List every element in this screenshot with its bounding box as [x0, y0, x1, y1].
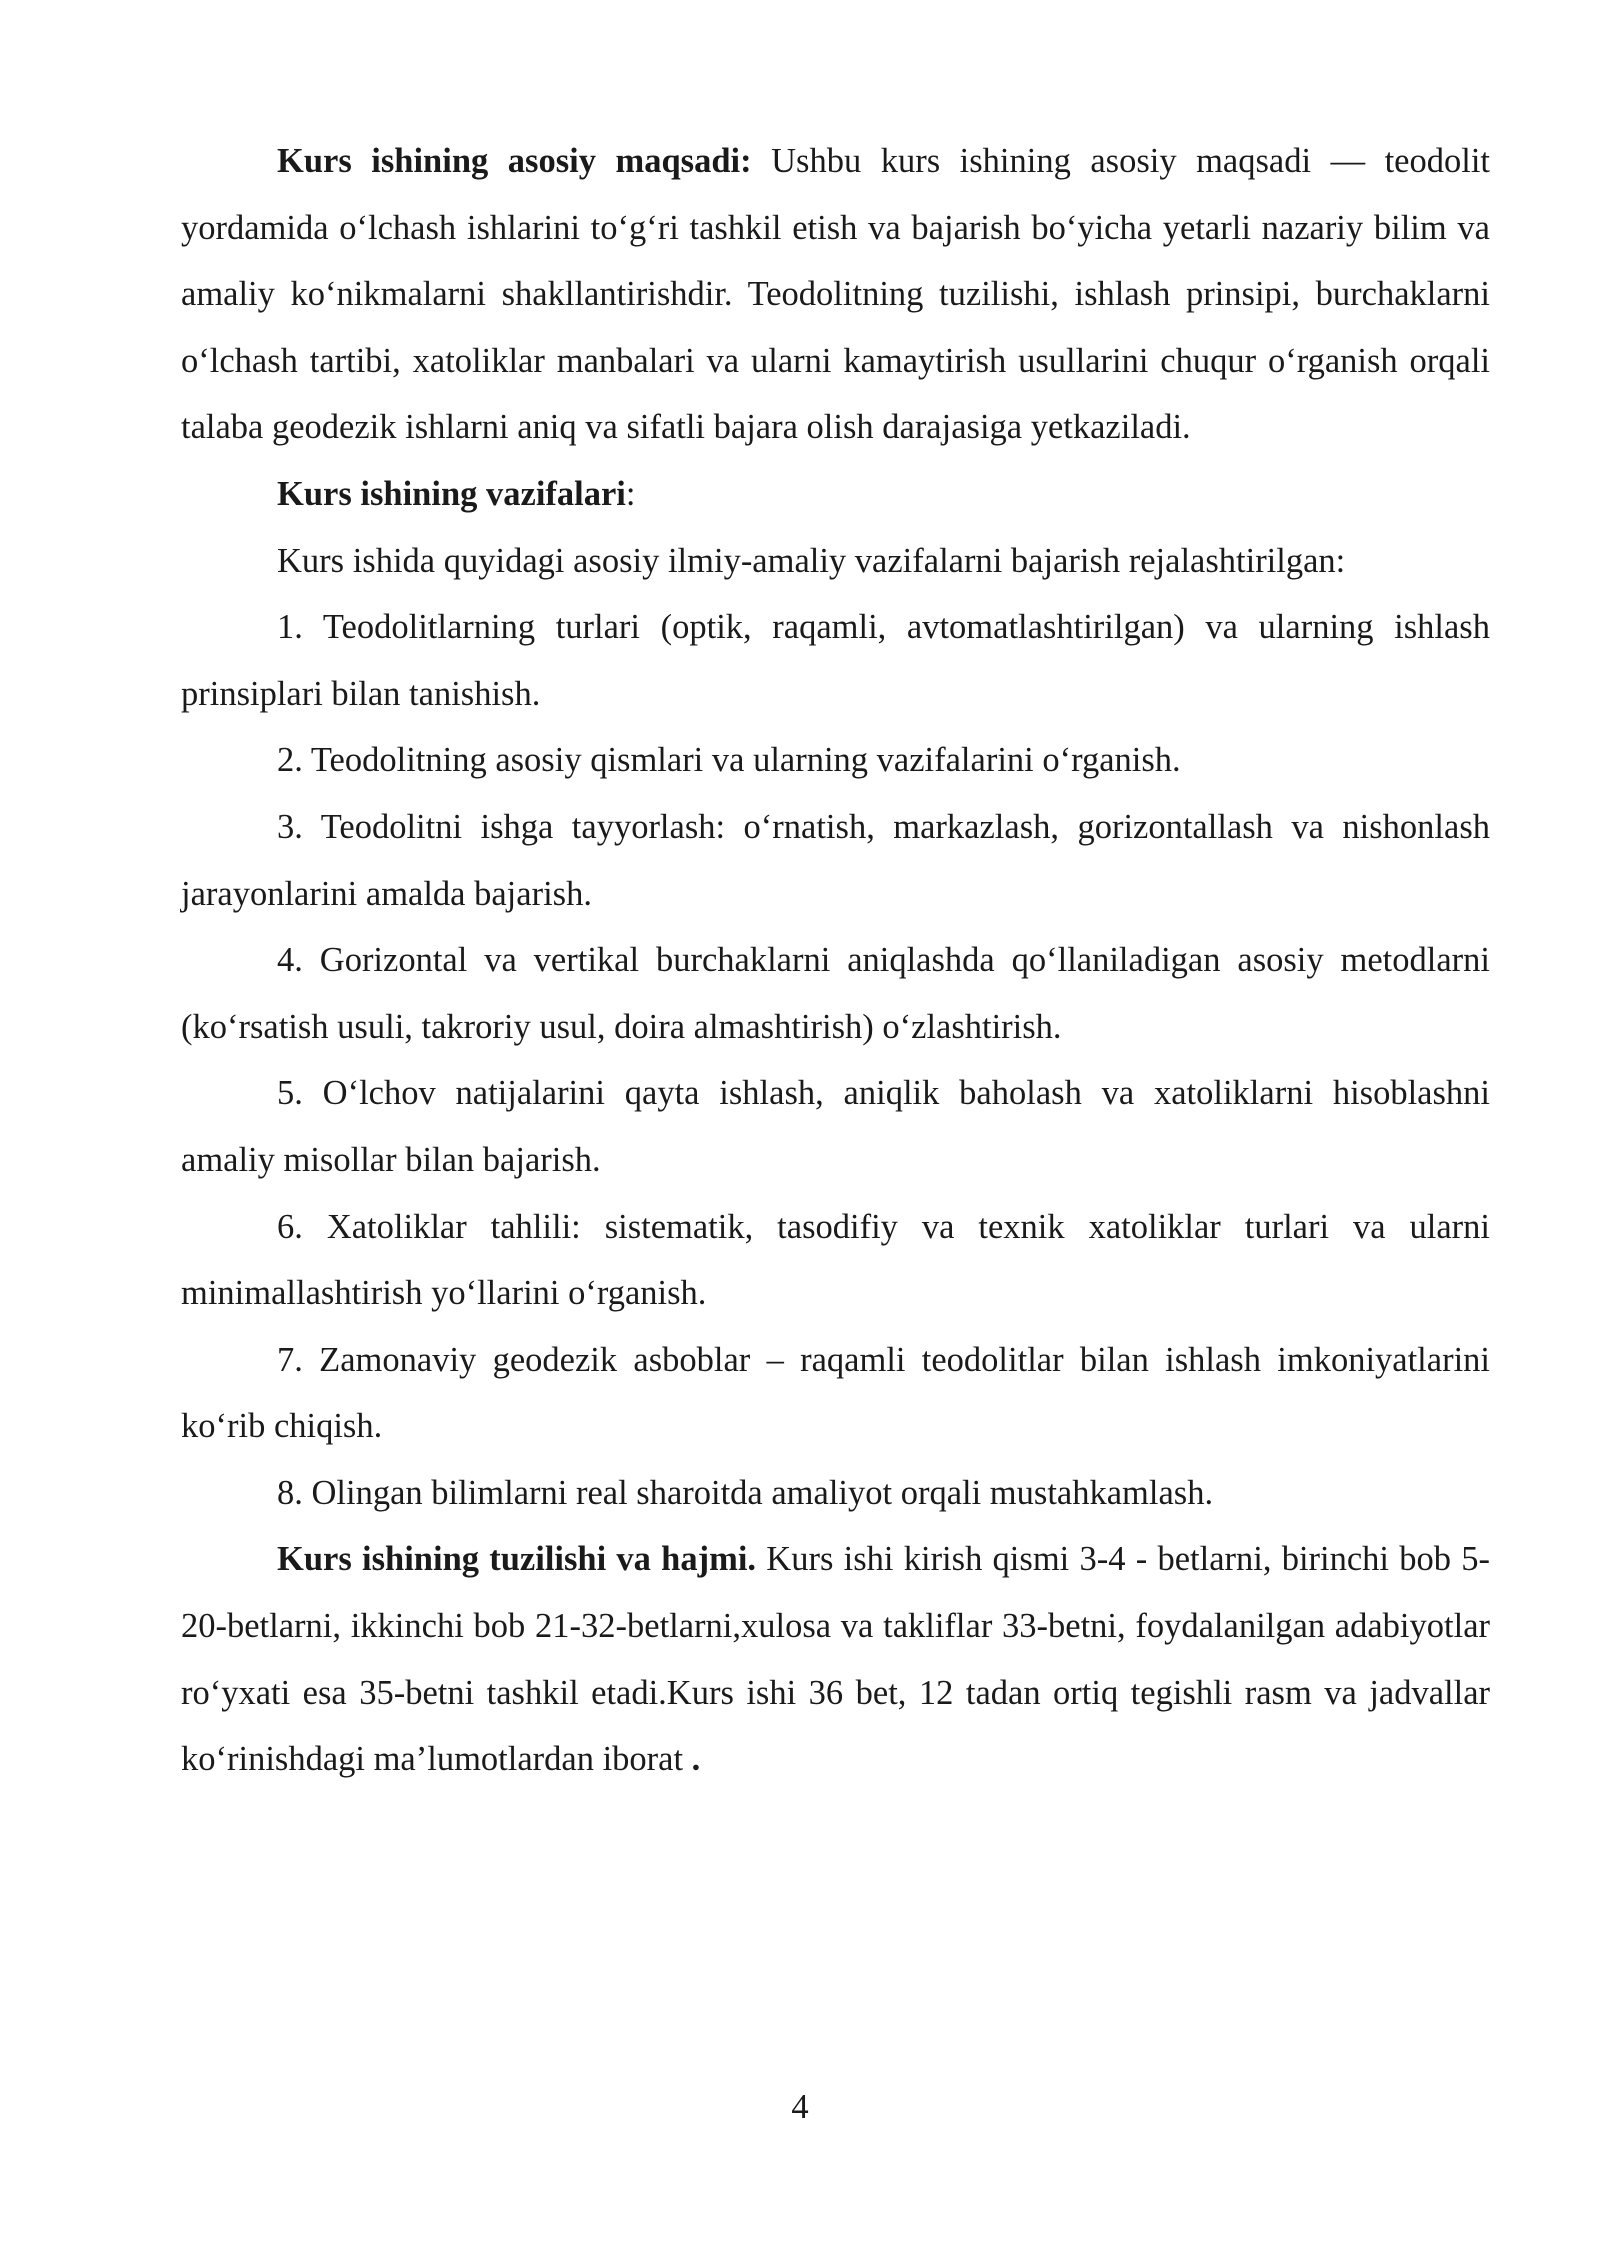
page-number: 4: [791, 2088, 809, 2126]
task-item-2: 2. Teodolitning asosiy qismlari va ularning vazifalarini o‘rganish.: [277, 741, 1181, 780]
tasks-heading: Kurs ishining vazifalari: [277, 474, 626, 513]
task-item-3: 3. Teodolitni ishga tayyorlash: o‘rnatish, markazlash, gorizontallash va nishonlash jarayonlarini amalda bajarish.: [181, 807, 1490, 913]
structure-end-mark: .: [691, 1740, 701, 1779]
purpose-paragraph: [181, 128, 1490, 461]
page-body: [181, 128, 1490, 1793]
tasks-intro: Kurs ishida quyidagi asosiy ilmiy-amaliy vazifalarni bajarish rejalashtirilgan:: [277, 541, 1346, 580]
task-item-1: 1. Teodolitlarning turlari (optik, raqamli, avtomatlashtirilgan) va ularning ishlash prinsiplari bilan tanishish.: [181, 608, 1490, 713]
task-item-8: 8. Olingan bilimlarni real sharoitda amaliyot orqali mustahkamlash.: [277, 1473, 1214, 1512]
purpose-heading: Kurs ishining asosiy maqsadi:: [277, 142, 752, 180]
task-item-7: 7. Zamonaviy geodezik asboblar – raqamli teodolitlar bilan ishlash imkoniyatlarini ko‘rib chiqish.: [181, 1340, 1490, 1446]
structure-text: Kurs ishi kirish qismi 3-4 - betlarni, birinchi bob 5-20-betlarni, ikkinchi bob 21-32-betlarni,xulosa va takliflar 33-betni, foydalanilgan adabiyotlar ro‘yxati esa 35-betni tashkil etadi.Kurs ishi 36 bet, 12 tadan ortiq tegishli rasm va jadvallar ko‘rinishdagi ma’lumotlardan iborat: [181, 1540, 1490, 1779]
purpose-text: Ushbu kurs ishining asosiy maqsadi — teodolit yordamida o‘lchash ishlarini to‘g‘ri tashkil etish va bajarish bo‘yicha yetarli nazariy bilim va amaliy ko‘nikmalarni shakllantirishdir. Teodolitning tuzilishi, ishlash prinsipi, burchaklarni o‘lchash tartibi, xatoliklar manbalari va ularni kamaytirish usullarini chuqur o‘rganish orqali talaba geodezik ishlarni aniq va sifatli bajara olish darajasiga yetkaziladi.: [181, 142, 1490, 447]
structure-heading: Kurs ishining tuzilishi va hajmi.: [277, 1540, 757, 1579]
tasks-heading-paragraph: [181, 461, 1490, 528]
task-item-4: 4. Gorizontal va vertikal burchaklarni aniqlashda qo‘llaniladigan asosiy metodlarni (ko‘rsatish usuli, takroriy usul, doira almashtirish) o‘zlashtirish.: [181, 941, 1490, 1046]
structure-paragraph: [181, 1526, 1490, 1792]
task-item-6: 6. Xatoliklar tahlili: sistematik, tasodifiy va texnik xatoliklar turlari va ularni minimallashtirish yo‘llarini o‘rganish.: [181, 1207, 1490, 1313]
task-item-5: 5. O‘lchov natijalarini qayta ishlash, aniqlik baholash va xatoliklarni hisoblashni amaliy misollar bilan bajarish.: [181, 1074, 1490, 1179]
tasks-heading-colon: :: [625, 474, 636, 513]
